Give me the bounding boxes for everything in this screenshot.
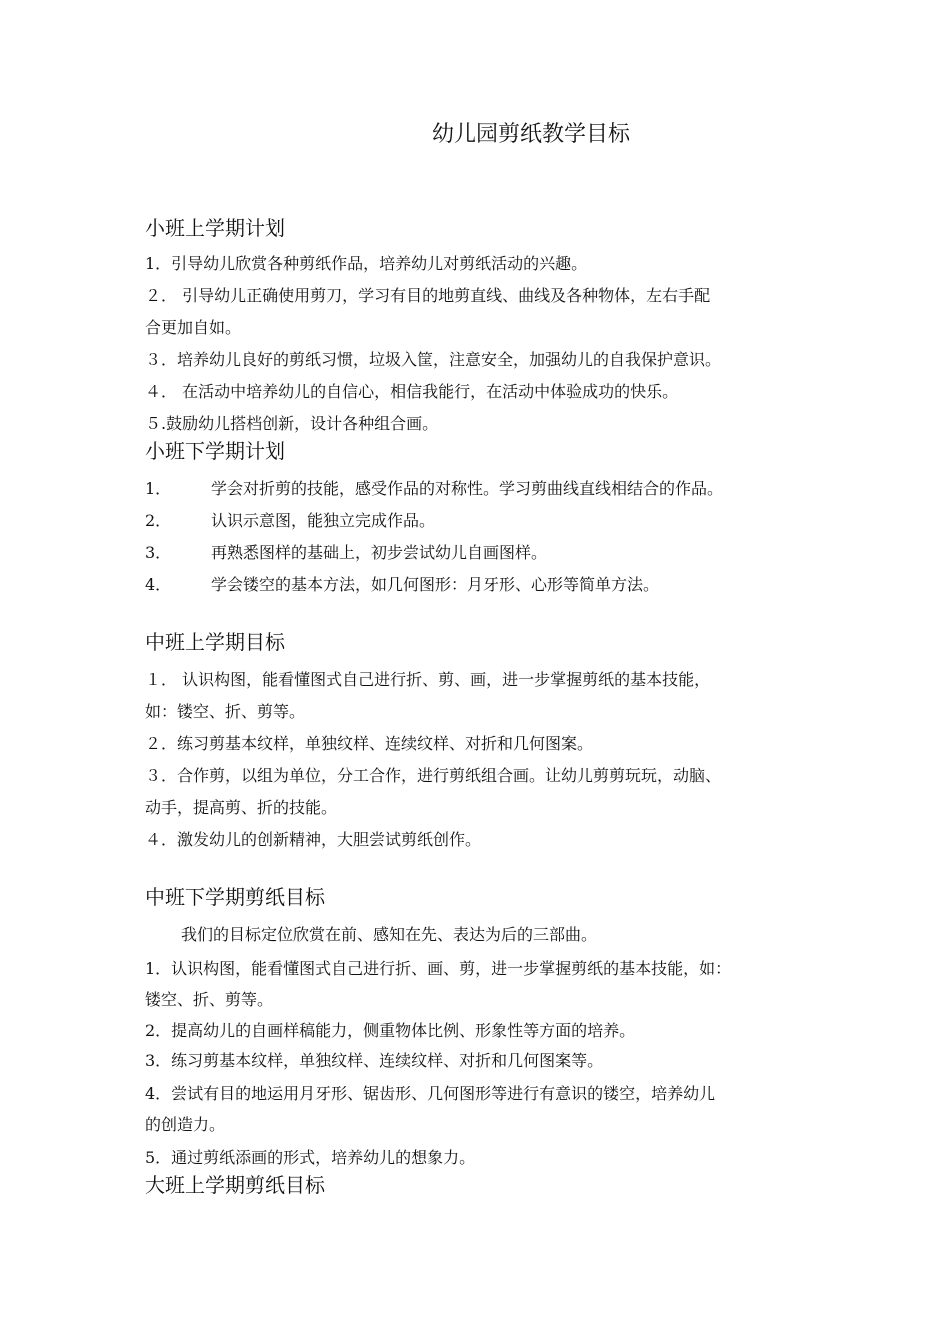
text-line: ５.鼓励幼儿搭档创新，设计各种组合画。	[145, 414, 439, 433]
list-item-number: 2．	[145, 511, 172, 530]
text-line: ２．练习剪基本纹样，单独纹样、连续纹样、对折和几何图案。	[145, 734, 594, 753]
page-title: 幼儿园剪纸教学目标	[432, 122, 631, 147]
text-line: 动手，提高剪、折的技能。	[145, 798, 338, 817]
list-item	[145, 574, 659, 596]
section-heading: 大班上学期剪纸目标	[145, 1173, 325, 1197]
text-line: 镂空、折、剪等。	[145, 990, 274, 1009]
section-heading: 中班上学期目标	[145, 630, 285, 654]
list-item	[145, 542, 547, 564]
list-item-text: 再熟悉图样的基础上，初步尝试幼儿自画图样。	[211, 543, 548, 562]
text-line: 1．引导幼儿欣赏各种剪纸作品，培养幼儿对剪纸活动的兴趣。	[145, 254, 588, 273]
text-line: １． 认识构图，能看懂图式自己进行折、剪、画，进一步掌握剪纸的基本技能，	[145, 670, 711, 689]
text-line: 5．通过剪纸添画的形式，培养幼儿的想象力。	[145, 1148, 476, 1167]
list-item-text: 认识示意图，能独立完成作品。	[211, 511, 436, 530]
section-heading: 小班下学期计划	[145, 439, 285, 463]
text-line: 合更加自如。	[145, 318, 242, 337]
text-line: 的创造力。	[145, 1115, 226, 1134]
list-item	[145, 510, 435, 532]
section-heading: 中班下学期剪纸目标	[145, 885, 325, 909]
list-item-text: 学会镂空的基本方法，如几何图形：月牙形、心形等简单方法。	[211, 575, 660, 594]
text-line: ３．培养幼儿良好的剪纸习惯，垃圾入筐，注意安全，加强幼儿的自我保护意识。	[145, 350, 722, 369]
text-line: ４．激发幼儿的创新精神，大胆尝试剪纸创作。	[145, 830, 482, 849]
text-line: ４． 在活动中培养幼儿的自信心，相信我能行，在活动中体验成功的快乐。	[145, 382, 679, 401]
text-line: ３．合作剪，以组为单位，分工合作，进行剪纸组合画。让幼儿剪剪玩玩，动脑、	[145, 766, 722, 785]
text-line: 1．认识构图，能看懂图式自己进行折、画、剪，进一步掌握剪纸的基本技能，如：	[145, 959, 732, 978]
text-line: 2．提高幼儿的自画样稿能力，侧重物体比例、形象性等方面的培养。	[145, 1021, 636, 1040]
intro-paragraph: 我们的目标定位欣赏在前、感知在先、表达为后的三部曲。	[181, 925, 598, 944]
text-line: 如：镂空、折、剪等。	[145, 702, 306, 721]
list-item	[145, 478, 723, 500]
list-item-number: 1．	[145, 479, 172, 498]
text-line: 4．尝试有目的地运用月牙形、锯齿形、几何图形等进行有意识的镂空，培养幼儿	[145, 1084, 716, 1103]
text-line: ２． 引导幼儿正确使用剪刀，学习有目的地剪直线、曲线及各种物体，左右手配	[145, 286, 711, 305]
text-line: 3．练习剪基本纹样，单独纹样、连续纹样、对折和几何图案等。	[145, 1051, 604, 1070]
list-item-number: 3．	[145, 543, 172, 562]
list-item-number: 4．	[145, 575, 172, 594]
list-item-text: 学会对折剪的技能，感受作品的对称性。学习剪曲线直线相结合的作品。	[211, 479, 724, 498]
section-heading: 小班上学期计划	[145, 216, 285, 240]
